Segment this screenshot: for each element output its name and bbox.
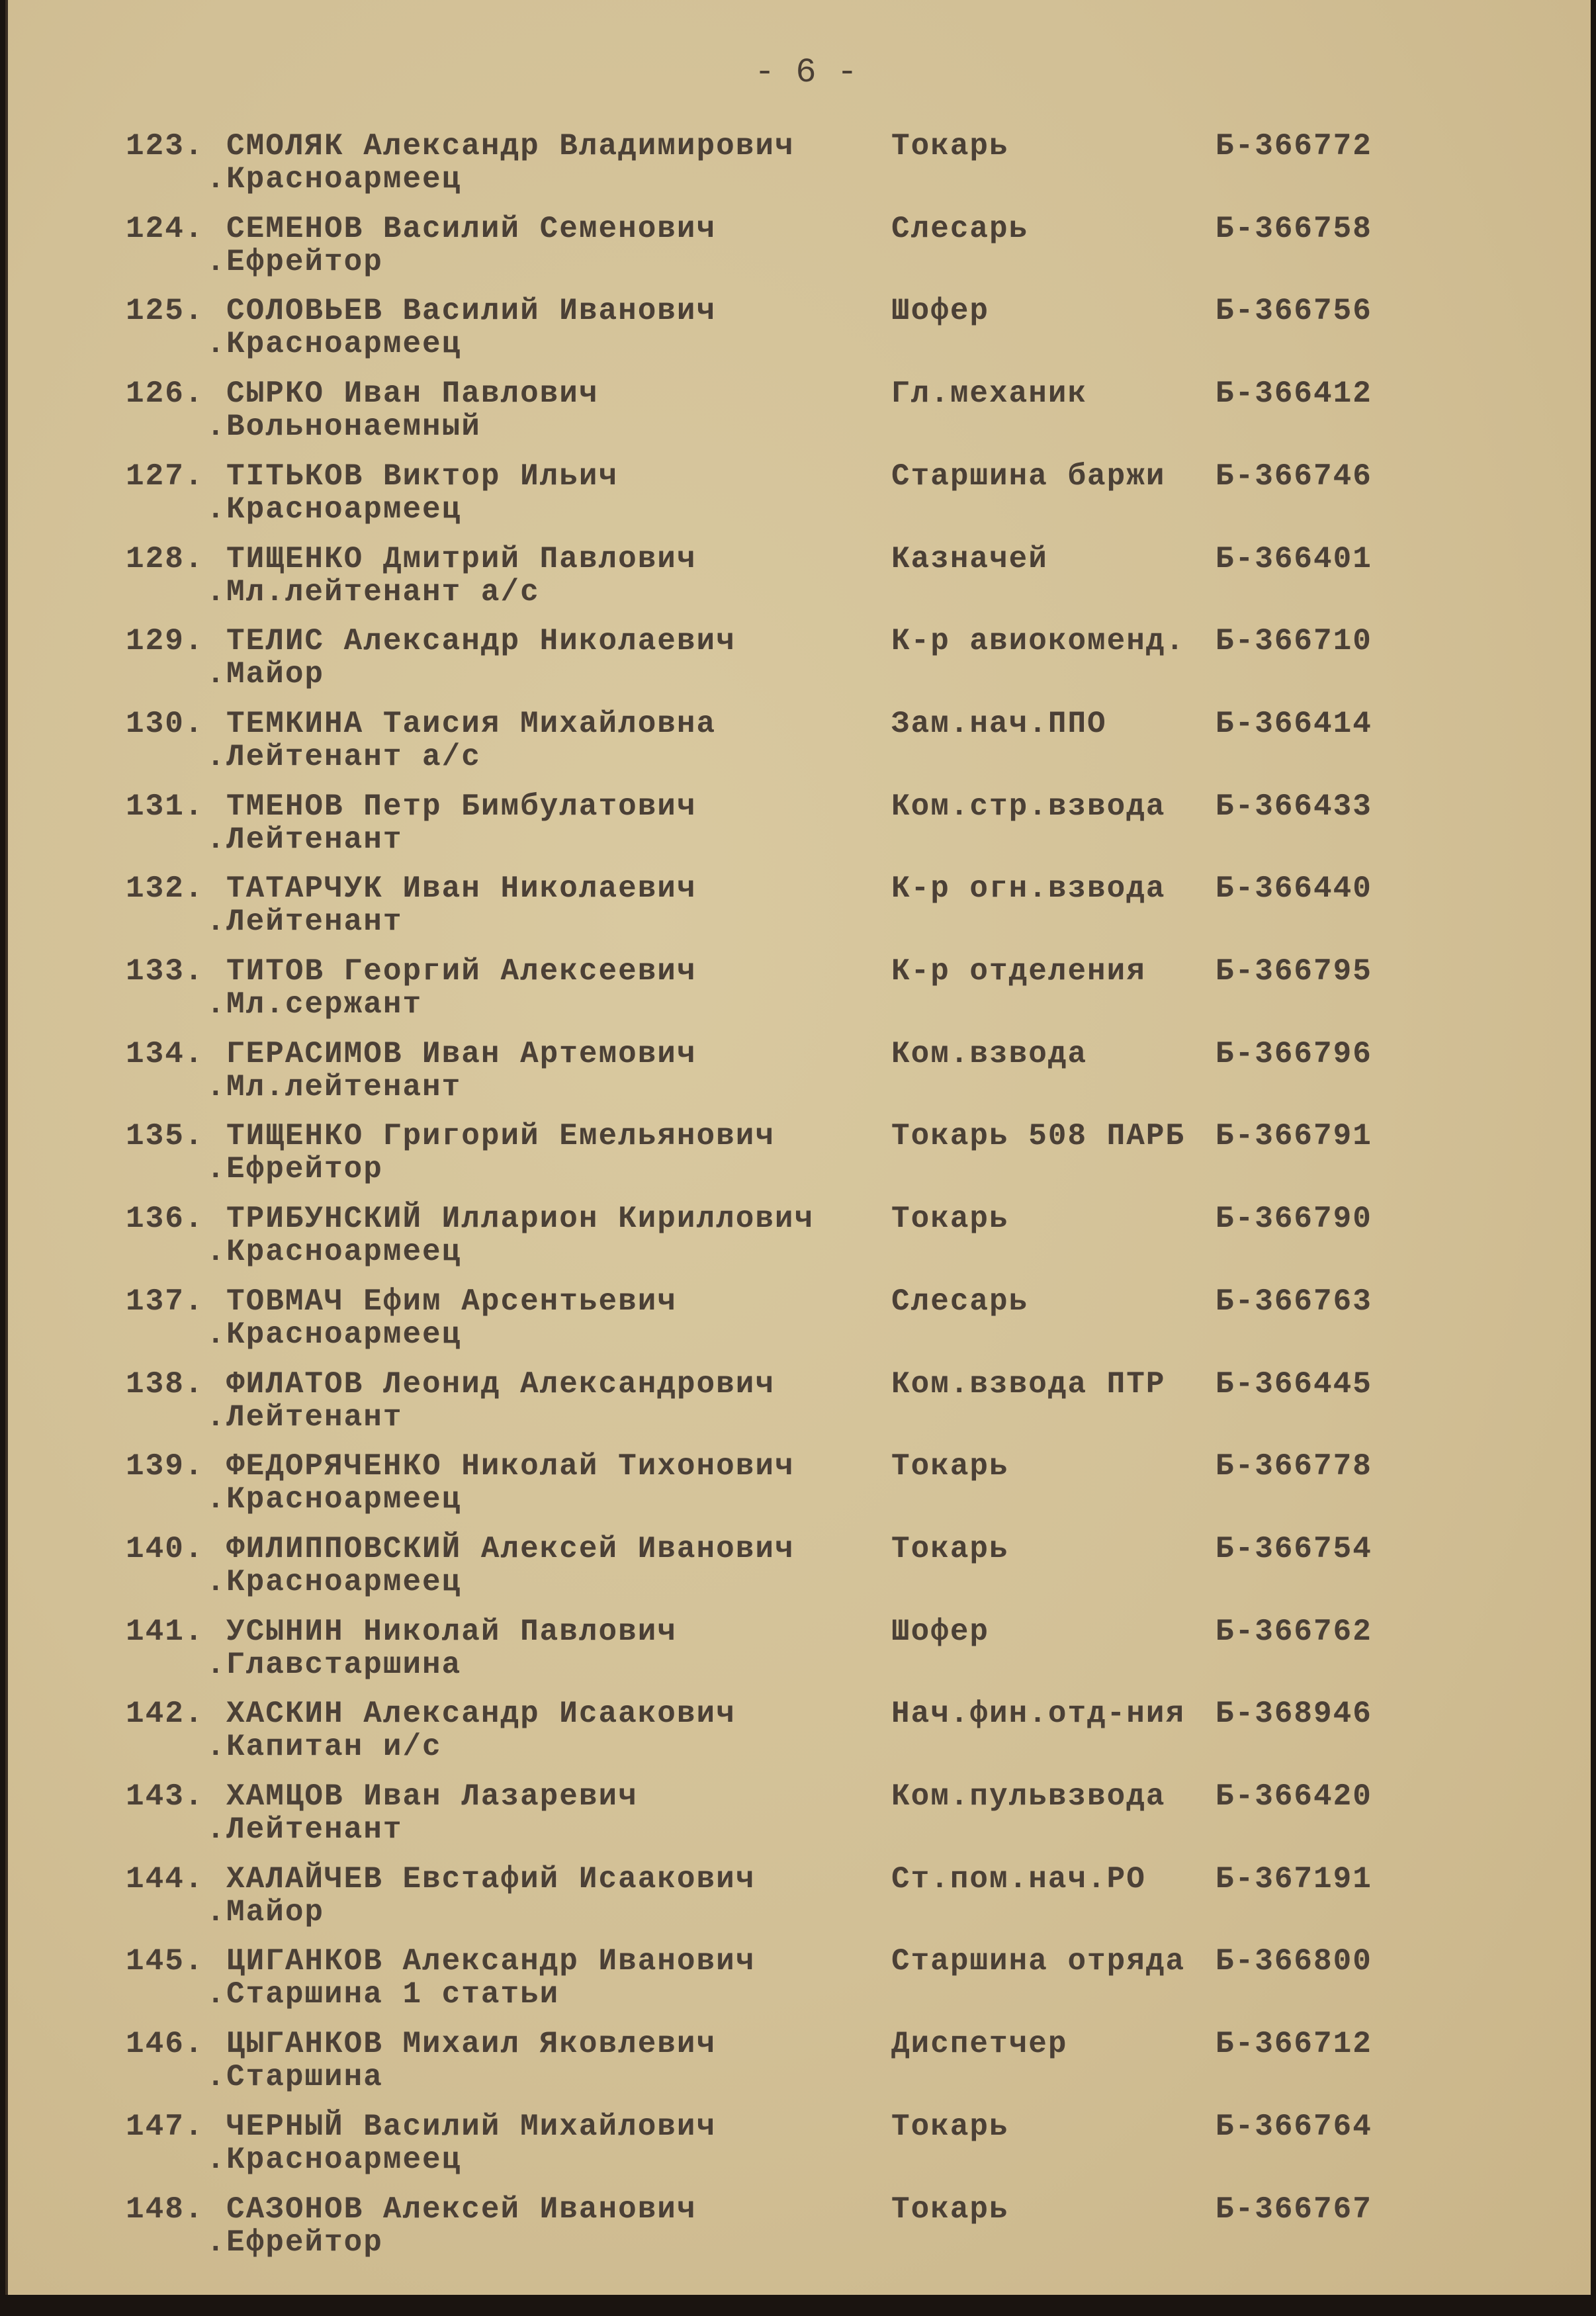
entry-number: 135.: [126, 1119, 204, 1154]
list-entry: [8, 130, 1596, 209]
award-code: Б-366756: [1216, 294, 1372, 329]
bullet-dot: .: [206, 1977, 226, 2012]
bullet-dot: .: [206, 410, 226, 445]
document-page: [5, 0, 1591, 2295]
job-position: Казначей: [891, 541, 1048, 576]
bullet-dot: .: [206, 1152, 226, 1187]
list-entry: [8, 294, 1596, 374]
job-position: Диспетчер: [891, 2027, 1068, 2062]
bullet-dot: .: [206, 492, 226, 527]
award-code: Б-366791: [1216, 1119, 1372, 1154]
entry-number: 141.: [126, 1614, 204, 1649]
bullet-dot: .: [206, 1482, 226, 1517]
person-name: ТОВМАЧ Ефим Арсентьевич: [226, 1284, 677, 1319]
person-name: ТЕЛИС Александр Николаевич: [226, 624, 736, 659]
military-rank: Главстаршина: [226, 1647, 462, 1682]
military-rank: Лейтенант: [226, 1812, 403, 1847]
military-rank: Красноармеец: [226, 162, 462, 197]
bullet-dot: .: [206, 1564, 226, 1599]
award-code: Б-366763: [1216, 1284, 1372, 1319]
entry-number: 126.: [126, 377, 204, 412]
award-code: Б-366790: [1216, 1202, 1372, 1237]
person-name: ХАСКИН Александр Исаакович: [226, 1697, 736, 1732]
military-rank: Красноармеец: [226, 327, 462, 362]
award-code: Б-366758: [1216, 211, 1372, 246]
entry-number: 136.: [126, 1202, 204, 1237]
bullet-dot: .: [206, 657, 226, 692]
person-name: СМОЛЯК Александр Владимирович: [226, 129, 795, 163]
military-rank: Лейтенант: [226, 905, 403, 940]
military-rank: Майор: [226, 1894, 325, 1930]
list-entry: [8, 707, 1596, 787]
person-name: ТРИБУНСКИЙ Илларион Кириллович: [226, 1202, 815, 1237]
list-entry: [8, 1038, 1596, 1117]
award-code: Б-366795: [1216, 954, 1372, 989]
person-name: СЕМЕНОВ Василий Семенович: [226, 211, 717, 246]
award-code: Б-366772: [1216, 129, 1372, 163]
military-rank: Красноармеец: [226, 1317, 462, 1352]
entry-number: 129.: [126, 624, 204, 659]
list-entry: [8, 543, 1596, 622]
list-entry: [8, 377, 1596, 457]
entry-number: 128.: [126, 541, 204, 576]
list-entry: [8, 1120, 1596, 1199]
person-name: СОЛОВЬЕВ Василий Иванович: [226, 294, 717, 329]
job-position: Ком.стр.взвода: [891, 789, 1166, 824]
person-name: ЦЫГАНКОВ Михаил Яковлевич: [226, 2027, 717, 2062]
list-entry: [8, 460, 1596, 539]
job-position: Зам.нач.ППО: [891, 706, 1107, 741]
job-position: Ком.взвода: [891, 1036, 1088, 1071]
person-name: СЫРКО Иван Павлович: [226, 377, 599, 412]
award-code: Б-366414: [1216, 706, 1372, 741]
job-position: Нач.фин.отд-ния: [891, 1697, 1186, 1732]
bullet-dot: .: [206, 1730, 226, 1765]
award-code: Б-366710: [1216, 624, 1372, 659]
entry-number: 139.: [126, 1449, 204, 1484]
award-code: Б-366762: [1216, 1614, 1372, 1649]
person-name: ФИЛИППОВСКИЙ Алексей Иванович: [226, 1531, 795, 1566]
entry-number: 148.: [126, 2192, 204, 2227]
military-rank: Старшина 1 статьи: [226, 1977, 560, 2012]
entry-number: 124.: [126, 211, 204, 246]
military-rank: Вольнонаемный: [226, 410, 481, 445]
award-code: Б-366445: [1216, 1366, 1372, 1402]
award-code: Б-366433: [1216, 789, 1372, 824]
entry-number: 131.: [126, 789, 204, 824]
person-name: ТЕМКИНА Таисия Михайловна: [226, 706, 717, 741]
award-code: Б-366440: [1216, 871, 1372, 907]
person-name: ЦИГАНКОВ Александр Иванович: [226, 1944, 756, 1979]
entry-number: 133.: [126, 954, 204, 989]
entry-number: 138.: [126, 1366, 204, 1402]
award-code: Б-366746: [1216, 459, 1372, 494]
award-code: Б-366767: [1216, 2192, 1372, 2227]
bullet-dot: .: [206, 244, 226, 279]
job-position: К-р огн.взвода: [891, 871, 1166, 907]
military-rank: Красноармеец: [226, 2142, 462, 2177]
bullet-dot: .: [206, 1647, 226, 1682]
award-code: Б-366412: [1216, 377, 1372, 412]
job-position: К-р отделения: [891, 954, 1146, 989]
person-name: УСЫНИН Николай Павлович: [226, 1614, 677, 1649]
bullet-dot: .: [206, 2060, 226, 2095]
list-entry: [8, 790, 1596, 869]
person-name: ТИЩЕНКО Дмитрий Павлович: [226, 541, 697, 576]
entry-number: 123.: [126, 129, 204, 163]
entry-number: 146.: [126, 2027, 204, 2062]
list-entry: [8, 1450, 1596, 1529]
list-entry: [8, 1368, 1596, 1447]
bullet-dot: .: [206, 822, 226, 857]
page-number: - 6 -: [754, 53, 858, 92]
list-entry: [8, 2110, 1596, 2190]
job-position: Гл.механик: [891, 377, 1088, 412]
military-rank: Красноармеец: [226, 492, 462, 527]
list-entry: [8, 955, 1596, 1034]
job-position: Токарь: [891, 1202, 1009, 1237]
award-code: Б-366754: [1216, 1531, 1372, 1566]
military-rank: Капитан и/с: [226, 1730, 442, 1765]
entry-number: 137.: [126, 1284, 204, 1319]
entry-number: 143.: [126, 1779, 204, 1814]
person-name: ХАМЦОВ Иван Лазаревич: [226, 1779, 638, 1814]
military-rank: Лейтенант а/с: [226, 739, 481, 774]
list-entry: [8, 1863, 1596, 1942]
military-rank: Красноармеец: [226, 1564, 462, 1599]
military-rank: Ефрейтор: [226, 244, 383, 279]
bullet-dot: .: [206, 2225, 226, 2260]
military-rank: Мл.лейтенант а/с: [226, 574, 540, 609]
person-name: ГЕРАСИМОВ Иван Артемович: [226, 1036, 697, 1071]
military-rank: Ефрейтор: [226, 2225, 383, 2260]
job-position: Старшина отряда: [891, 1944, 1186, 1979]
award-code: Б-367191: [1216, 1861, 1372, 1896]
bullet-dot: .: [206, 905, 226, 940]
person-name: ТАТАРЧУК Иван Николаевич: [226, 871, 697, 907]
job-position: К-р авиокоменд.: [891, 624, 1186, 659]
entry-number: 147.: [126, 2109, 204, 2144]
bullet-dot: .: [206, 162, 226, 197]
job-position: Токарь 508 ПАРБ: [891, 1119, 1186, 1154]
list-entry: [8, 1533, 1596, 1612]
job-position: Токарь: [891, 129, 1009, 163]
entry-number: 142.: [126, 1697, 204, 1732]
bullet-dot: .: [206, 739, 226, 774]
entry-number: 144.: [126, 1861, 204, 1896]
person-name: ЧЕРНЫЙ Василий Михайлович: [226, 2109, 717, 2144]
award-code: Б-366712: [1216, 2027, 1372, 2062]
list-entry: [8, 2193, 1596, 2272]
military-rank: Лейтенант: [226, 822, 403, 857]
job-position: Шофер: [891, 1614, 990, 1649]
person-name: ТМЕНОВ Петр Бимбулатович: [226, 789, 697, 824]
bullet-dot: .: [206, 1069, 226, 1104]
job-position: Токарь: [891, 1449, 1009, 1484]
person-name: ТІТЬКОВ Виктор Ильич: [226, 459, 619, 494]
list-entry: [8, 872, 1596, 952]
list-entry: [8, 625, 1596, 704]
entry-number: 132.: [126, 871, 204, 907]
bullet-dot: .: [206, 1235, 226, 1270]
job-position: Старшина баржи: [891, 459, 1166, 494]
job-position: Токарь: [891, 2192, 1009, 2227]
bullet-dot: .: [206, 987, 226, 1022]
entry-number: 127.: [126, 459, 204, 494]
person-name: ФЕДОРЯЧЕНКО Николай Тихонович: [226, 1449, 795, 1484]
bullet-dot: .: [206, 574, 226, 609]
job-position: Слесарь: [891, 1284, 1029, 1319]
award-code: Б-366778: [1216, 1449, 1372, 1484]
job-position: Ком.взвода ПТР: [891, 1366, 1166, 1402]
military-rank: Лейтенант: [226, 1400, 403, 1435]
list-entry: [8, 1945, 1596, 2024]
bullet-dot: .: [206, 1812, 226, 1847]
bullet-dot: .: [206, 1400, 226, 1435]
military-rank: Красноармеец: [226, 1235, 462, 1270]
award-code: Б-366420: [1216, 1779, 1372, 1814]
bullet-dot: .: [206, 327, 226, 362]
award-code: Б-366401: [1216, 541, 1372, 576]
entry-number: 145.: [126, 1944, 204, 1979]
entry-number: 130.: [126, 706, 204, 741]
military-rank: Мл.лейтенант: [226, 1069, 462, 1104]
job-position: Шофер: [891, 294, 990, 329]
list-entry: [8, 1285, 1596, 1364]
job-position: Токарь: [891, 1531, 1009, 1566]
person-name: ФИЛАТОВ Леонид Александрович: [226, 1366, 775, 1402]
entry-number: 125.: [126, 294, 204, 329]
job-position: Ком.пульвзвода: [891, 1779, 1166, 1814]
list-entry: [8, 1697, 1596, 1777]
person-name: ХАЛАЙЧЕВ Евстафий Исаакович: [226, 1861, 756, 1896]
military-rank: Майор: [226, 657, 325, 692]
award-code: Б-366800: [1216, 1944, 1372, 1979]
bullet-dot: .: [206, 1894, 226, 1930]
job-position: Слесарь: [891, 211, 1029, 246]
person-name: ТИТОВ Георгий Алексеевич: [226, 954, 697, 989]
person-name: ТИЩЕНКО Григорий Емельянович: [226, 1119, 775, 1154]
job-position: Токарь: [891, 2109, 1009, 2144]
person-name: САЗОНОВ Алексей Иванович: [226, 2192, 697, 2227]
list-entry: [8, 212, 1596, 292]
military-rank: Ефрейтор: [226, 1152, 383, 1187]
job-position: Ст.пом.нач.РО: [891, 1861, 1146, 1896]
list-entry: [8, 2027, 1596, 2107]
military-rank: Красноармеец: [226, 1482, 462, 1517]
award-code: Б-368946: [1216, 1697, 1372, 1732]
military-rank: Мл.сержант: [226, 987, 423, 1022]
list-entry: [8, 1780, 1596, 1859]
award-code: Б-366796: [1216, 1036, 1372, 1071]
list-entry: [8, 1202, 1596, 1282]
entry-number: 140.: [126, 1531, 204, 1566]
bullet-dot: .: [206, 2142, 226, 2177]
award-code: Б-366764: [1216, 2109, 1372, 2144]
bullet-dot: .: [206, 1317, 226, 1352]
entry-number: 134.: [126, 1036, 204, 1071]
list-entry: [8, 1615, 1596, 1695]
military-rank: Старшина: [226, 2060, 383, 2095]
